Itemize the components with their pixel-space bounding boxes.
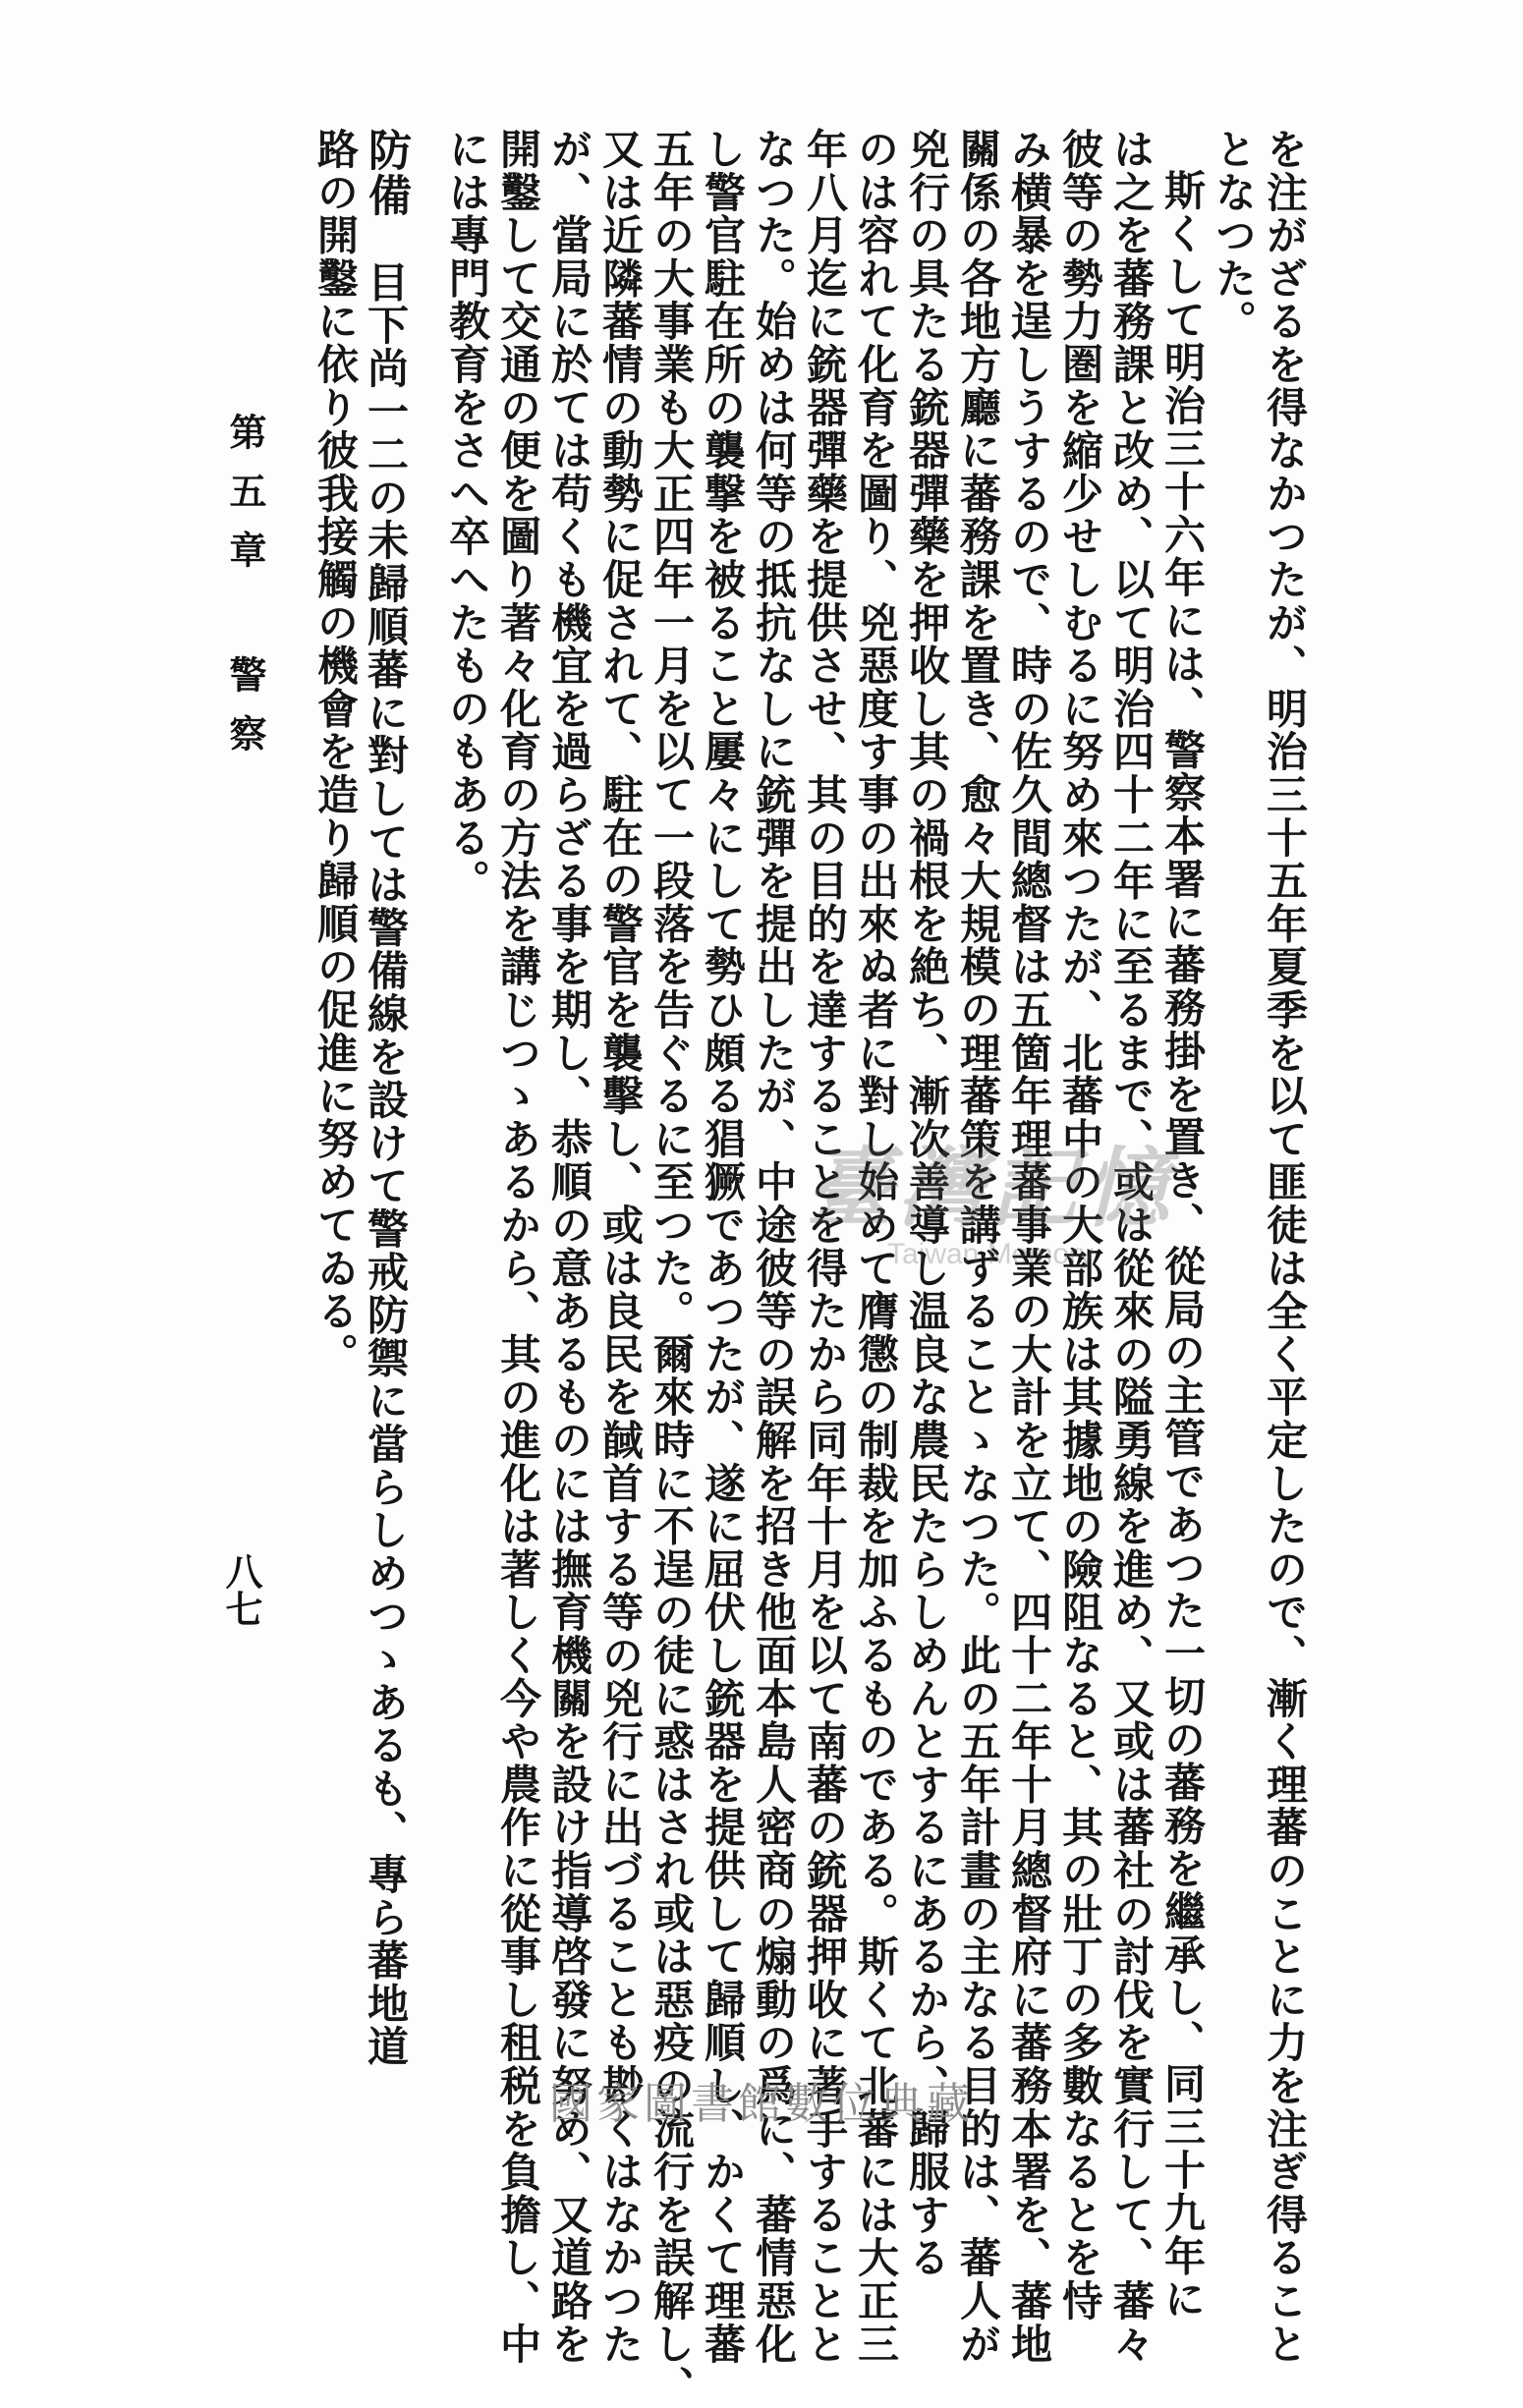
text-column: 開鑿して交通の便を圖り著々化育の方法を講じつゝあるから、其の進化は著しく今や農作に從事し租税を負擔し、中 [494, 128, 542, 2366]
chapter-title: 第五章 警察 [223, 413, 267, 773]
text-column: し警官駐在所の襲撃を被ること屢々にして勢ひ頗る猖獗であつたが、遂に屈伏し銃器を提供して歸順し、かくて理蕃 [699, 128, 747, 2366]
section-heading: 防備 [361, 128, 411, 218]
text-column: のは容れて化育を圖り、兇惡度す事の出來ぬ者に對し始めて膺懲の制裁を加ふるものである。斯くて北蕃には大正三 [852, 128, 900, 2366]
text-column: 路の開鑿に依り彼我接觸の機會を造り歸順の促進に努めてゐる。 [311, 128, 360, 1376]
text-column: 關係の各地方廳に蕃務課を置き、愈々大規模の理蕃策を講ずることゝなつた。此の五年計畫の主なる目的は、蕃人が [954, 128, 1002, 2366]
page-number: 八七 [219, 1552, 263, 1627]
text-column: み横暴を逞しうするので、時の佐久間總督は五箇年理蕃事業の大計を立て、四十二年十月總督府に蕃務本署を、蕃地 [1005, 128, 1053, 2366]
section-gap [362, 218, 410, 261]
text-column: なつた。始めは何等の抵抗なしに銃彈を提出したが、中途彼等の誤解を招き他面本島人密商の煽動の爲に、蕃情惡化 [750, 128, 798, 2366]
text-column: には專門教育をさへ卒へたものもある。 [443, 128, 491, 903]
text-column: が、當局に於ては苟くも機宜を過らざる事を期し、恭順の意あるものには撫育機關を設け指導啓發に努め、又道路を [545, 128, 593, 2366]
section-text: 目下尚一二の未歸順蕃に對しては警備線を設けて警戒防禦に當らしめつゝあるも、專ら蕃地道 [362, 260, 410, 2069]
text-column: 兇行の具たる銃器彈藥を押收し其の禍根を絶ち、漸次善導し温良な農民たらしめんとするにあるから、歸服する [903, 128, 951, 2279]
section-column [361, 128, 411, 2069]
watermark-english: Taiwan Memory [886, 1238, 1095, 1270]
text-column: 五年の大事業も大正四年一月を以て一段落を告ぐるに至つた。爾來時に不逞の徒に惑はされ或は惡疫の流行を誤解し、 [648, 128, 696, 2408]
text-column: 年八月迄に銃器彈藥を提供させ、其の目的を達することを得たから同年十月を以て南蕃の銃器押收に著手することと [801, 128, 849, 2366]
text-column: となつた。 [1210, 128, 1258, 343]
text-column: を注がざるを得なかつたが、明治三十五年夏季を以て匪徒は全く平定したので、漸く理蕃のことに力を注ぎ得ること [1261, 128, 1309, 2366]
text-column: 又は近隣蕃情の動勢に促されて、駐在の警官を襲擊し、或は良民を馘首する等の兇行に出づることも尠くはなかつた [596, 128, 645, 2366]
text-column: 斯くして明治三十六年には、警察本署に蕃務掛を置き、從局の主管であつた一切の蕃務を繼承し、同三十九年に [1158, 169, 1207, 2321]
text-column: 彼等の勢力圏を縮少せしむるに努め來つたが、北蕃中の大部族は其據地の險阻なると、其の壯丁の多數なるとを恃 [1056, 128, 1104, 2323]
footer-archive-label: 國家圖書館數位典藏 [549, 2079, 974, 2129]
text-column: は之を蕃務課と改め、以て明治四十二年に至るまで、或は從來の隘勇線を進め、又或は蕃社の討伐を實行して、蕃々 [1107, 128, 1156, 2366]
watermark-chinese: 臺灣記憶 [806, 1137, 1176, 1239]
